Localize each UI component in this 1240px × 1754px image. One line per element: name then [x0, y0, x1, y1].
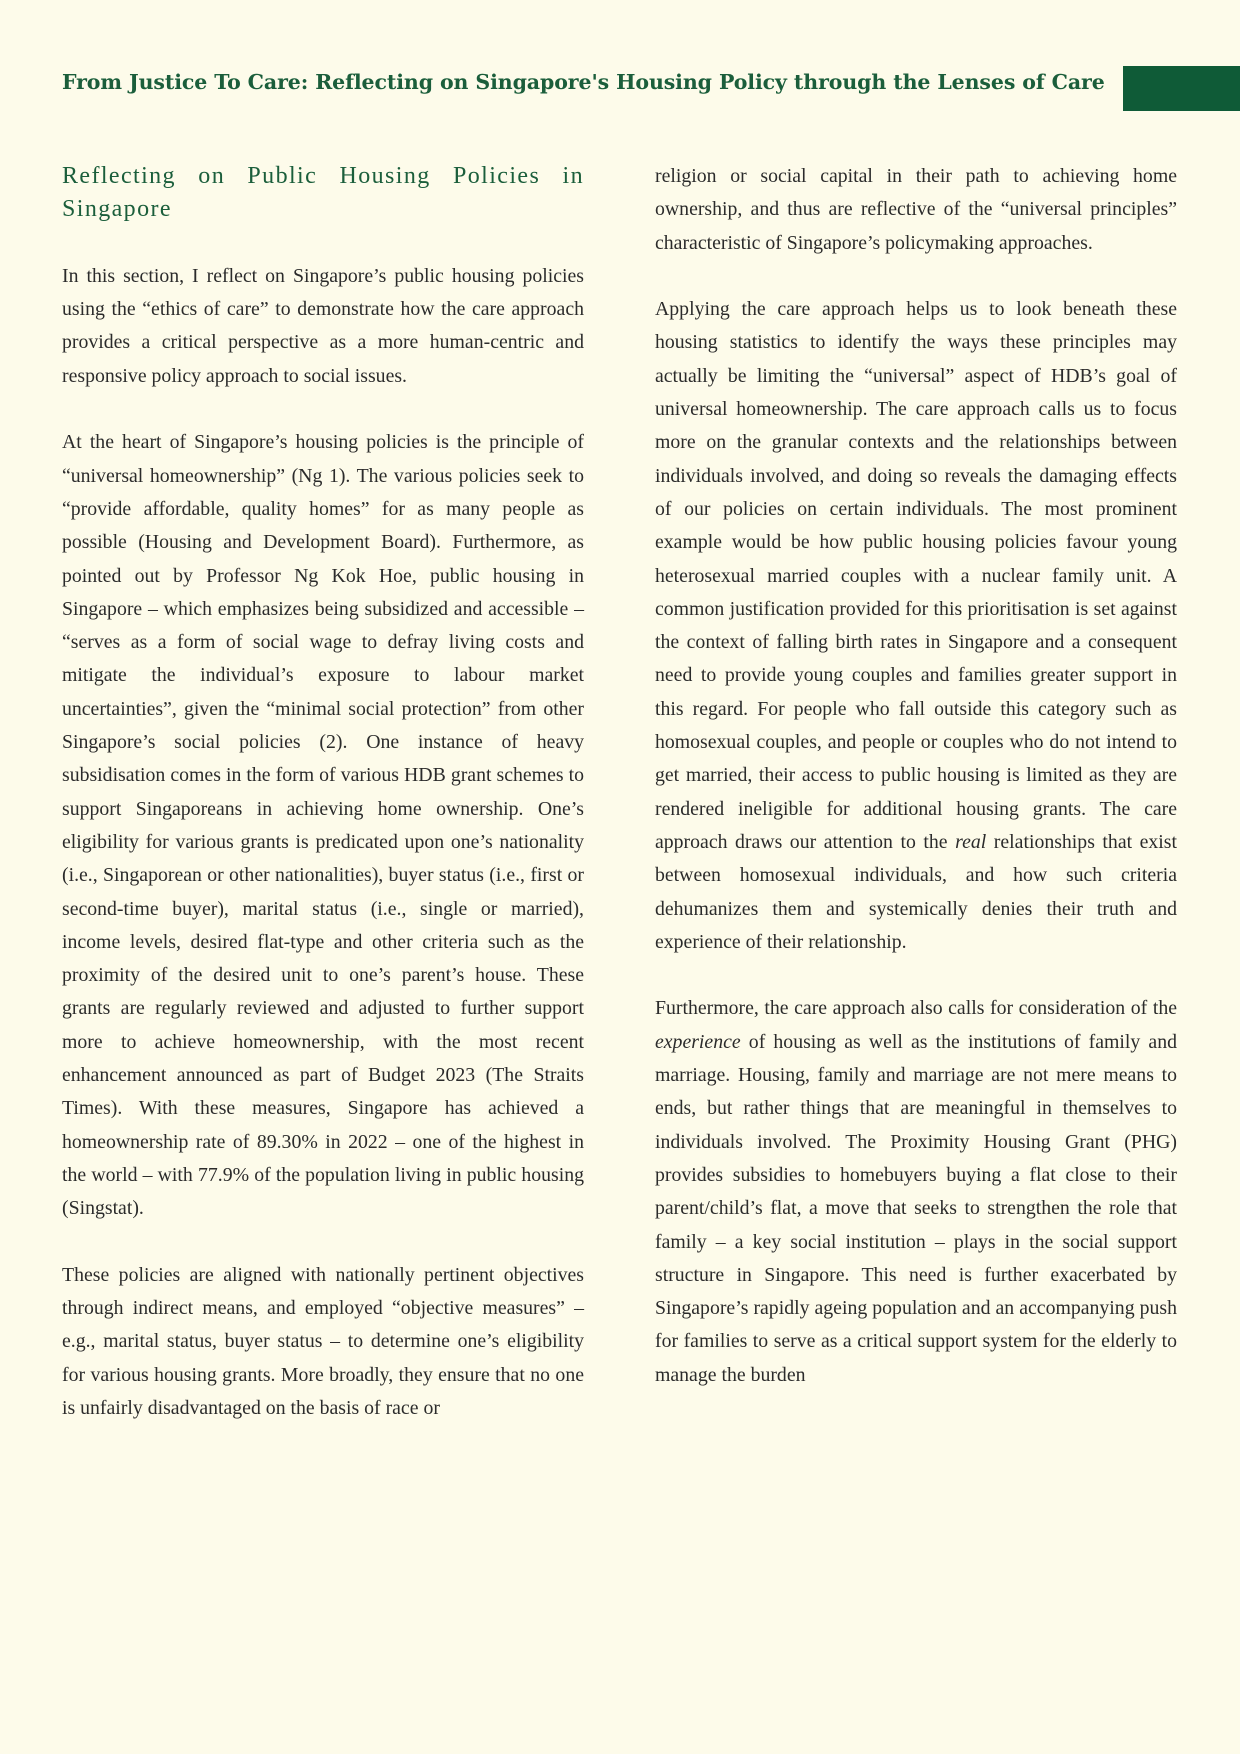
paragraph-universal-principles: religion or social capital in their path to achieving home ownership, and thus are reflective of the “universal principles” characteristic of Singapore’s policymaking approaches.: [655, 165, 1177, 254]
paragraph-care-approach: [655, 293, 1177, 959]
text-span: Furthermore, the care approach also calls for consideration of the: [655, 997, 1177, 1020]
paragraph-universal-homeownership: At the heart of Singapore’s housing policies is the principle of “universal homeownership” (Ng 1). The various policies seek to “provide affordable, quality homes” for as many people as possible (Housing and Development Board). Furthermore, as pointed out by Professor Ng Kok Hoe, public housing in Singapore – which emphasizes being subsidized and accessible – “serves as a form of social wage to defray living costs and mitigate the individual’s exposure to labour market uncertainties”, given the “minimal social protection” from other Singapore’s social policies (2). One instance of heavy subsidisation comes in the form of various HDB grant schemes to support Singaporeans in achieving home ownership. One’s eligibility for various grants is predicated upon one’s nationality (i.e., Singaporean or other nationalities), buyer status (i.e., first or second-time buyer), marital status (i.e., single or married), income levels, desired flat-type and other criteria such as the proximity of the desired unit to one’s parent’s house. These grants are regularly reviewed and adjusted to further support more to achieve homeownership, with the most recent enhancement announced as part of Budget 2023 (The Straits Times). With these measures, Singapore has achieved a homeownership rate of 89.30% in 2022 – one of the highest in the world – with 77.9% of the population living in public housing (Singstat).: [62, 431, 584, 1220]
section-heading: Reflecting on Public Housing Policies in Singapore: [62, 163, 584, 223]
text-span: relationships that exist between homosexual individuals, and how such criteria dehumanizes them and systemically denies their truth and experience of their relationship.: [655, 830, 1177, 953]
header-accent-bar: [1123, 66, 1240, 111]
text-span: Applying the care approach helps us to look beneath these housing statistics to identify the ways these principles may actually be limiting the “universal” aspect of HDB’s goal of universal homeownership. The care approach calls us to focus more on the granular contexts and the relationships between individuals involved, and doing so reveals the damaging effects of our policies on certain individuals. The most prominent example would be how public housing policies favour young heterosexual married couples with a nuclear family unit. A common justification provided for this prioritisation is set against the context of falling birth rates in Singapore and a consequent need to provide young couples and families greater support in this regard. For people who fall outside this category such as homosexual couples, and people or couples who do not intend to get married, their access to public housing is limited as they are rendered ineligible for additional housing grants. The care approach draws our attention to the: [655, 298, 1177, 853]
emphasis-experience: experience: [655, 1030, 741, 1053]
text-span: of housing as well as the institutions of family and marriage. Housing, family and marriage are not mere means to ends, but rather things that are meaningful in themselves to individuals involved. The Proximity Housing Grant (PHG) provides subsidies to homebuyers buying a flat close to their parent/child’s flat, a move that seeks to strengthen the role that family – a key social institution – plays in the social support structure in Singapore. This need is further exacerbated by Singapore’s rapidly ageing population and an accompanying push for families to serve as a critical support system for the elderly to manage the burden: [655, 1030, 1177, 1386]
right-column: [655, 160, 1177, 1425]
paragraph-experience-of-housing: [655, 992, 1177, 1392]
emphasis-real: real: [955, 830, 987, 853]
paragraph-objective-measures: These policies are aligned with nationally pertinent objectives through indirect means, and employed “objective measures” – e.g., marital status, buyer status – to determine one’s eligibility for various housing grants. More broadly, they ensure that no one is unfairly disadvantaged on the basis of race or: [62, 1263, 584, 1419]
paragraph-intro: In this section, I reflect on Singapore’s public housing policies using the “ethics of care” to demonstrate how the care approach provides a critical perspective as a more human-centric and responsive policy approach to social issues.: [62, 264, 584, 387]
page-header-title: From Justice To Care: Reflecting on Singapore's Housing Policy through the Lenses of Care: [62, 70, 1105, 94]
left-column: [62, 160, 584, 1459]
